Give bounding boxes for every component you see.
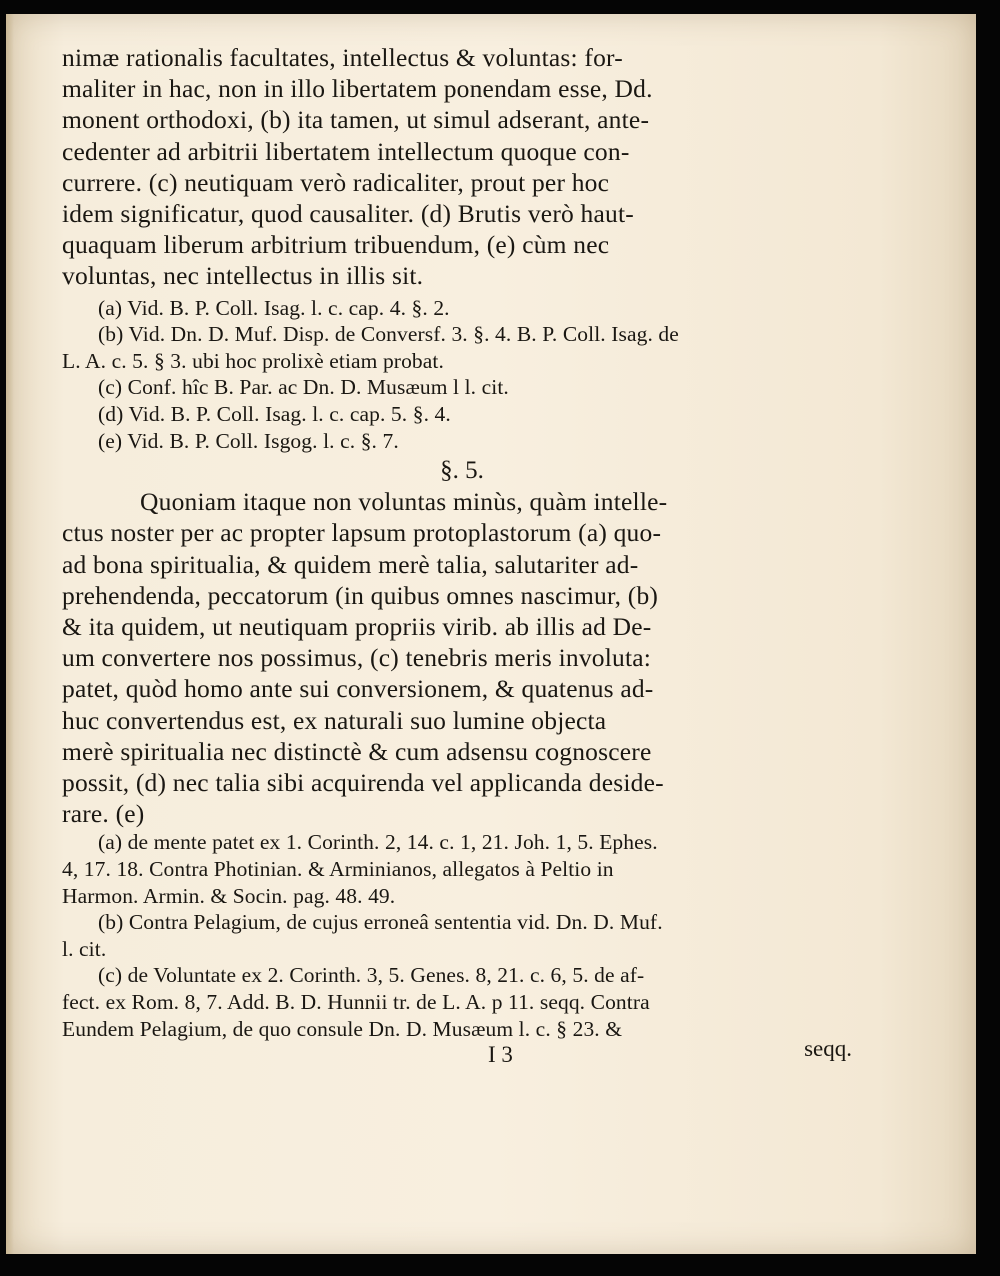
- text-line: huc convertendus est, ex naturali suo lumine objecta: [62, 705, 607, 735]
- text-line: possit, (d) nec talia sibi acquirenda vel applicanda deside-: [62, 768, 664, 798]
- text-line: idem significatur, quod causaliter. (d) Brutis verò haut-: [62, 199, 634, 229]
- text-line: um convertere nos possimus, (c) tenebris meris involuta:: [62, 643, 652, 673]
- footnote-line: (a) Vid. B. P. Coll. Isag. l. c. cap. 4. §. 2.: [98, 295, 450, 320]
- text-line: ad bona spiritualia, & quidem merè talia, salutariter ad-: [62, 549, 639, 579]
- text-line: voluntas, nec intellectus in illis sit.: [62, 261, 424, 291]
- text-line: ctus noster per ac propter lapsum protoplastorum (a) quo-: [62, 518, 662, 548]
- text-line: quaquam liberum arbitrium tribuendum, (e) cùm nec: [62, 230, 610, 260]
- footnote-line: (d) Vid. B. P. Coll. Isag. l. c. cap. 5. §. 4.: [98, 402, 451, 426]
- page-gutter-shadow: [6, 14, 14, 1254]
- text-line: merè spiritualia nec distinctè & cum adsensu cognoscere: [62, 736, 652, 766]
- text-line: & ita quidem, ut neutiquam propriis virib. ab illis ad De-: [62, 612, 652, 641]
- book-page: [6, 14, 976, 1254]
- catchword: seqq.: [804, 1036, 852, 1062]
- footnote-line: l. cit.: [62, 936, 107, 961]
- text-line: prehendenda, peccatorum (in quibus omnes nascimur, (b): [62, 580, 659, 610]
- text-line: Quoniam itaque non voluntas minùs, quàm intelle-: [140, 487, 668, 517]
- footnote-line: Eundem Pelagium, de quo consule Dn. D. Musæum l. c. § 23. &: [62, 1016, 623, 1041]
- footnote-line: Harmon. Armin. & Socin. pag. 48. 49.: [62, 883, 396, 908]
- text-line: cedenter ad arbitrii libertatem intellectum quoque con-: [62, 136, 630, 166]
- text-line: patet, quòd homo ante sui conversionem, & quatenus ad-: [62, 674, 654, 704]
- footnote-line: 4, 17. 18. Contra Photinian. & Arminianos, allegatos à Peltio in: [62, 857, 614, 882]
- body-paragraph-2: [62, 486, 822, 829]
- page-foot: [62, 1036, 852, 1068]
- section-heading: §. 5.: [440, 457, 484, 485]
- signature-mark: I 3: [488, 1042, 513, 1068]
- footnote-line: (a) de mente patet ex 1. Corinth. 2, 14. c. 1, 21. Joh. 1, 5. Ephes.: [98, 830, 658, 855]
- footnote-line: (c) Conf. hîc B. Par. ac Dn. D. Musæum l l. cit.: [98, 375, 509, 400]
- body-paragraph-1: [62, 42, 822, 292]
- footnotes-block-1: [62, 295, 822, 455]
- text-line: rare. (e): [62, 799, 145, 829]
- footnote-line: (e) Vid. B. P. Coll. Isgog. l. c. §. 7.: [98, 428, 399, 453]
- text-line: monent orthodoxi, (b) ita tamen, ut simul adserant, ante-: [62, 105, 650, 135]
- footnote-line: (b) Contra Pelagium, de cujus erroneâ sententia vid. Dn. D. Muf.: [98, 910, 663, 935]
- footnote-line: (b) Vid. Dn. D. Muf. Disp. de Conversf. 3. §. 4. B. P. Coll. Isag. de: [98, 322, 679, 347]
- text-line: maliter in hac, non in illo libertatem ponendam esse, Dd.: [62, 74, 653, 104]
- text-line: currere. (c) neutiquam verò radicaliter, prout per hoc: [62, 167, 610, 197]
- text-line: nimæ rationalis facultates, intellectus & voluntas: for-: [62, 43, 623, 72]
- footnote-line: (c) de Voluntate ex 2. Corinth. 3, 5. Genes. 8, 21. c. 6, 5. de af-: [98, 963, 645, 988]
- page-text-block: [62, 42, 852, 1068]
- footnote-line: fect. ex Rom. 8, 7. Add. B. D. Hunnii tr. de L. A. p 11. seqq. Contra: [62, 989, 650, 1014]
- footnotes-block-2: [62, 829, 822, 1042]
- footnote-line: L. A. c. 5. § 3. ubi hoc prolixè etiam probat.: [62, 348, 444, 373]
